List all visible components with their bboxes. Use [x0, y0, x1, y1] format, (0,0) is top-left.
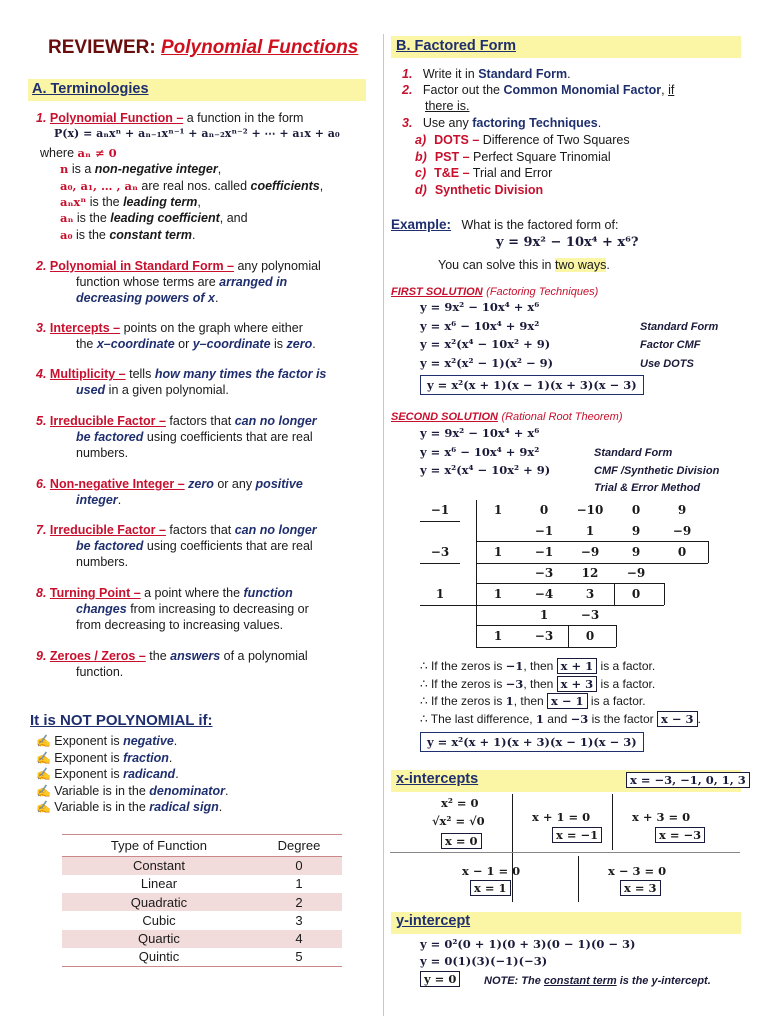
not-polynomial-heading: It is NOT POLYNOMIAL if: — [30, 712, 213, 729]
synthetic-cell: −3 — [580, 608, 600, 622]
conclusion-mid-2: is the factor — [588, 711, 657, 726]
synthetic-cell: 3 — [585, 587, 595, 601]
first-solution-step: y = x⁶ − 10x⁴ + 9x² — [420, 318, 540, 333]
degree-table-row — [62, 875, 342, 893]
term-8: 8. Turning Point – a point where the function — [36, 586, 293, 600]
second-solution-step: y = x²(x⁴ − 10x² + 9) — [420, 463, 551, 477]
synthetic-cell: 1 — [493, 545, 503, 559]
technique-text: Trial and Error — [469, 166, 553, 180]
degree-table-type: Linear — [62, 875, 256, 893]
pencil-icon: ✍ — [36, 750, 55, 765]
conclusion-mid: and — [543, 711, 571, 726]
term-5-line-2: be factored using coefficients that are real — [76, 430, 313, 444]
title-prefix: REVIEWER: — [48, 37, 156, 58]
item-post: . — [218, 800, 223, 814]
xi-c2-ans: x = −1 — [552, 827, 602, 843]
item-post: . — [224, 783, 229, 798]
synthetic-cell: −9 — [626, 566, 646, 580]
item-bold: radicand — [123, 767, 176, 781]
technique-abbr: DOTS – — [434, 133, 480, 147]
technique-letter: a) — [415, 133, 427, 147]
synthetic-rule — [476, 625, 616, 626]
degree-table — [62, 834, 342, 967]
second-solution-answer: y = x²(x + 1)(x + 3)(x − 1)(x − 3) — [420, 732, 644, 752]
conclusion-value: 1 — [505, 694, 514, 708]
term-9: 9. Zeroes / Zeros – the answers of a polynomial — [36, 649, 308, 663]
synthetic-cell: 0 — [677, 545, 687, 559]
not-polynomial-item — [36, 766, 179, 782]
xi-c4-ans: x = 1 — [470, 880, 511, 896]
first-solution-step: y = x²(x² − 1)(x² − 9) — [420, 355, 554, 370]
step-2-line-2: there is. — [425, 99, 470, 113]
first-solution-label: FIRST SOLUTION (Factoring Techniques) — [391, 286, 599, 298]
conclusion-line — [420, 676, 655, 692]
synthetic-cell: 1 — [435, 587, 445, 601]
term-7-line-2: be factored using coefficients that are real — [76, 539, 313, 553]
degree-table-degree: 5 — [256, 948, 342, 966]
xi-divider-2 — [612, 794, 613, 850]
coef-line: a₀, a₁, … , aₙ are real nos. called coefficients, — [60, 179, 324, 193]
term-5: 5. Irreducible Factor – factors that can no longer — [36, 414, 317, 428]
xi-c3-ans: x = −3 — [655, 827, 705, 843]
not-polynomial-item — [36, 799, 222, 815]
item-post: . — [173, 734, 178, 748]
second-solution-step: y = x⁶ − 10x⁴ + 9x² — [420, 444, 540, 459]
trial-error-note: Trial & Error Method — [594, 482, 701, 494]
lead-coef-line: aₙ is the leading coefficient, and — [60, 211, 248, 225]
degree-table-degree: 2 — [256, 893, 342, 911]
synthetic-rule — [476, 563, 708, 564]
technique-abbr: PST – — [434, 149, 470, 164]
synthetic-cell: −3 — [430, 545, 450, 559]
x-intercepts-result: x = −3, −1, 0, 1, 3 — [626, 772, 750, 788]
first-solution-step: y = 9x² − 10x⁴ + x⁶ — [420, 300, 540, 314]
synthetic-cell: −1 — [430, 503, 450, 517]
second-solution-label: SECOND SOLUTION (Rational Root Theorem) — [391, 411, 623, 423]
term-6: 6. Non-negative Integer – zero or any positive — [36, 477, 303, 491]
xi-c4-eq: x − 1 = 0 — [462, 864, 521, 878]
synthetic-cell: −1 — [534, 545, 554, 559]
conclusion-factor: x + 1 — [557, 658, 598, 674]
synthetic-rule — [476, 583, 664, 584]
technique-abbr: Synthetic Division — [434, 182, 544, 197]
xi-divider-3 — [578, 856, 579, 902]
synthetic-cell: 9 — [677, 503, 687, 517]
item-bold: denominator — [149, 783, 225, 798]
poly-form-equation: P(x) = aₙxⁿ + aₙ₋₁xⁿ⁻¹ + aₙ₋₂xⁿ⁻² + ⋯ + a₁x + a₀ — [54, 127, 340, 140]
synthetic-rule — [420, 521, 460, 522]
synthetic-cell: −3 — [534, 629, 554, 643]
term-1: 1. Polynomial Function – a function in the form — [36, 111, 304, 125]
xi-c1-eq2: √x² = √0 — [432, 814, 485, 828]
term-5-line-3: numbers. — [76, 446, 129, 460]
conclusion-post: is a factor. — [597, 676, 656, 691]
degree-table-degree: 0 — [256, 857, 342, 875]
technique-item — [415, 149, 611, 165]
column-divider — [383, 34, 384, 1016]
xi-c5-eq: x − 3 = 0 — [608, 864, 667, 878]
synthetic-cell: 1 — [585, 524, 595, 538]
synthetic-rule — [476, 541, 477, 563]
degree-table-row — [62, 893, 342, 911]
synthetic-cell: 1 — [493, 503, 503, 517]
item-pre: Variable is in the — [54, 783, 150, 798]
synthetic-cell: −10 — [576, 503, 604, 517]
technique-abbr: T&E – — [434, 166, 470, 180]
synthetic-rule — [420, 605, 664, 606]
synthetic-cell: 9 — [631, 545, 641, 559]
item-post: . — [168, 750, 173, 765]
degree-table-header-type: Type of Function — [62, 835, 256, 857]
degree-table-degree: 3 — [256, 911, 342, 929]
first-solution-note: Factor CMF — [640, 339, 701, 351]
technique-text: Difference of Two Squares — [479, 133, 630, 147]
conclusion-line — [420, 658, 655, 674]
lead-term-line: aₙxⁿ is the leading term, — [60, 195, 201, 209]
term-7: 7. Irreducible Factor – factors that can no longer — [36, 523, 317, 537]
xi-c3-eq: x + 3 = 0 — [632, 810, 691, 824]
degree-table-type: Cubic — [62, 911, 256, 929]
conclusion-mid: , then — [523, 676, 557, 691]
second-solution-step: y = 9x² − 10x⁴ + x⁶ — [420, 426, 540, 440]
pencil-icon: ✍ — [36, 783, 55, 798]
conclusion-pre: ∴ The last difference, — [420, 711, 536, 726]
degree-table-type: Quartic — [62, 930, 256, 948]
y-intercept-answer: y = 0 — [420, 971, 460, 987]
y-intercept-line-2: y = 0(1)(3)(−1)(−3) — [420, 954, 548, 968]
synthetic-cell: 1 — [539, 608, 549, 622]
synthetic-cell: 1 — [493, 629, 503, 643]
synthetic-rule — [614, 583, 615, 605]
y-intercept-heading: y-intercept — [396, 913, 471, 929]
degree-table-type: Constant — [62, 857, 256, 875]
xi-c1-ans: x = 0 — [441, 833, 482, 849]
synthetic-cell: 0 — [631, 503, 641, 517]
step-1: 1. Write it in Standard Form. — [402, 67, 571, 81]
item-post: . — [175, 767, 179, 781]
conclusion-factor: x + 3 — [557, 676, 598, 692]
synthetic-rule — [420, 563, 460, 564]
item-bold: fraction — [123, 750, 169, 765]
conclusion-post: is a factor. — [597, 659, 656, 673]
xi-hdivider — [390, 852, 740, 853]
conclusion-line — [420, 711, 701, 727]
technique-text: Perfect Square Trinomial — [469, 149, 611, 164]
title-subject: Polynomial Functions — [160, 37, 359, 58]
term-4-line-2: used in a given polynomial. — [76, 383, 229, 397]
where-line: where aₙ ≠ 0 — [40, 146, 117, 160]
const-line: a₀ is the constant term. — [60, 228, 196, 242]
pencil-icon: ✍ — [36, 734, 55, 748]
technique-item — [415, 165, 552, 181]
term-3: 3. Intercepts – points on the graph where either — [36, 321, 303, 335]
item-bold: negative — [123, 734, 174, 748]
synthetic-cell: 1 — [493, 587, 503, 601]
step-3: 3. Use any factoring Techniques. — [402, 116, 602, 130]
xi-c1-eq1: x² = 0 — [441, 796, 479, 810]
degree-table-header-degree: Degree — [256, 835, 342, 857]
synthetic-rule — [568, 625, 569, 647]
y-intercept-line-1: y = 0²(0 + 1)(0 + 3)(0 − 1)(0 − 3) — [420, 937, 636, 951]
technique-letter: b) — [415, 149, 427, 164]
example-equation: y = 9x² − 10x⁴ + x⁶? — [496, 235, 639, 250]
pencil-icon: ✍ — [36, 767, 55, 781]
xi-c5-ans: x = 3 — [620, 880, 661, 896]
synthetic-cell: −3 — [534, 566, 554, 580]
conclusion-post: . — [697, 711, 701, 726]
second-solution-note: CMF /Synthetic Division — [594, 465, 720, 477]
degree-table-row — [62, 930, 342, 948]
synthetic-rule — [616, 625, 617, 647]
item-bold: radical sign — [149, 800, 219, 814]
term-7-line-3: numbers. — [76, 555, 129, 569]
item-pre: Exponent is — [54, 750, 124, 765]
section-a-heading: A. Terminologies — [32, 81, 149, 97]
conclusion-post: is a factor. — [587, 694, 646, 708]
conclusion-factor: x − 1 — [547, 693, 588, 709]
degree-table-degree: 1 — [256, 875, 342, 893]
synthetic-cell: 0 — [539, 503, 549, 517]
step-2: 2. Factor out the Common Monomial Factor, if — [402, 83, 675, 97]
conclusion-value: −3 — [505, 676, 524, 691]
not-polynomial-item — [36, 733, 177, 749]
conclusion-value-2: −3 — [570, 711, 589, 726]
first-solution-answer: y = x²(x + 1)(x − 1)(x + 3)(x − 3) — [420, 375, 644, 395]
example-line: Example: What is the factored form of: — [391, 217, 619, 232]
conclusion-pre: ∴ If the zeros is — [420, 659, 506, 673]
item-pre: Exponent is — [54, 767, 124, 781]
term-6-line-2: integer. — [76, 493, 122, 507]
synthetic-rule — [664, 583, 665, 605]
synthetic-cell: 0 — [585, 629, 595, 643]
term-3-line-2: the x–coordinate or y–coordinate is zero. — [76, 337, 316, 351]
conclusion-mid: , then — [523, 659, 557, 673]
term-2: 2. Polynomial in Standard Form – any polynomial — [36, 259, 321, 273]
degree-table-row — [62, 857, 342, 875]
x-intercepts-heading: x-intercepts — [396, 771, 479, 787]
degree-table-degree: 4 — [256, 930, 342, 948]
technique-item — [415, 182, 543, 198]
conclusion-pre: ∴ If the zeros is — [420, 676, 506, 691]
term-8-line-2: changes from increasing to decreasing or — [76, 602, 309, 616]
term-2-line-3: decreasing powers of x. — [76, 291, 219, 305]
synthetic-cell: −1 — [534, 524, 554, 538]
xi-divider-1 — [512, 794, 513, 902]
two-ways-line: You can solve this in two ways. — [438, 258, 610, 272]
first-solution-note: Use DOTS — [640, 357, 694, 370]
term-4: 4. Multiplicity – tells how many times the factor is — [36, 367, 327, 381]
synthetic-cell: −9 — [580, 545, 600, 559]
synthetic-rule — [476, 500, 477, 542]
y-intercept-note: NOTE: The constant term is the y-intercept. — [484, 975, 711, 987]
term-8-line-3: from decreasing to increasing values. — [76, 618, 284, 632]
pencil-icon: ✍ — [36, 800, 55, 814]
degree-table-row — [62, 911, 342, 929]
term-2-line-2: function whose terms are arranged in — [76, 275, 288, 289]
item-pre: Exponent is — [54, 734, 124, 748]
conclusion-value: −1 — [505, 659, 524, 673]
technique-letter: d) — [415, 182, 427, 197]
synthetic-rule — [476, 541, 708, 542]
synthetic-cell: −9 — [672, 524, 692, 538]
technique-item — [415, 132, 630, 148]
item-pre: Variable is in the — [54, 800, 150, 814]
technique-letter: c) — [415, 166, 427, 180]
synthetic-cell: 9 — [631, 524, 641, 538]
degree-table-type: Quintic — [62, 948, 256, 966]
degree-table-type: Quadratic — [62, 893, 256, 911]
synthetic-rule — [708, 541, 709, 563]
not-polynomial-item — [36, 750, 172, 766]
conclusion-pre: ∴ If the zeros is — [420, 694, 506, 708]
n-line: n is a non-negative integer, — [60, 162, 222, 176]
not-polynomial-item — [36, 783, 228, 799]
xi-c2-eq: x + 1 = 0 — [532, 810, 591, 824]
first-solution-note: Standard Form — [640, 320, 719, 333]
conclusion-mid: , then — [513, 694, 548, 708]
conclusion-value: 1 — [535, 711, 544, 726]
conclusion-factor: x − 3 — [657, 711, 698, 727]
section-b-heading: B. Factored Form — [396, 38, 517, 54]
second-solution-note: Standard Form — [594, 446, 673, 459]
term-9-line-2: function. — [76, 665, 124, 679]
first-solution-step: y = x²(x⁴ − 10x² + 9) — [420, 337, 551, 351]
synthetic-cell: 0 — [631, 587, 641, 601]
synthetic-cell: −4 — [534, 587, 554, 601]
conclusion-line — [420, 693, 646, 709]
synthetic-cell: 12 — [581, 566, 599, 580]
degree-table-row — [62, 948, 342, 966]
synthetic-rule — [476, 647, 616, 648]
page-title — [48, 37, 358, 59]
